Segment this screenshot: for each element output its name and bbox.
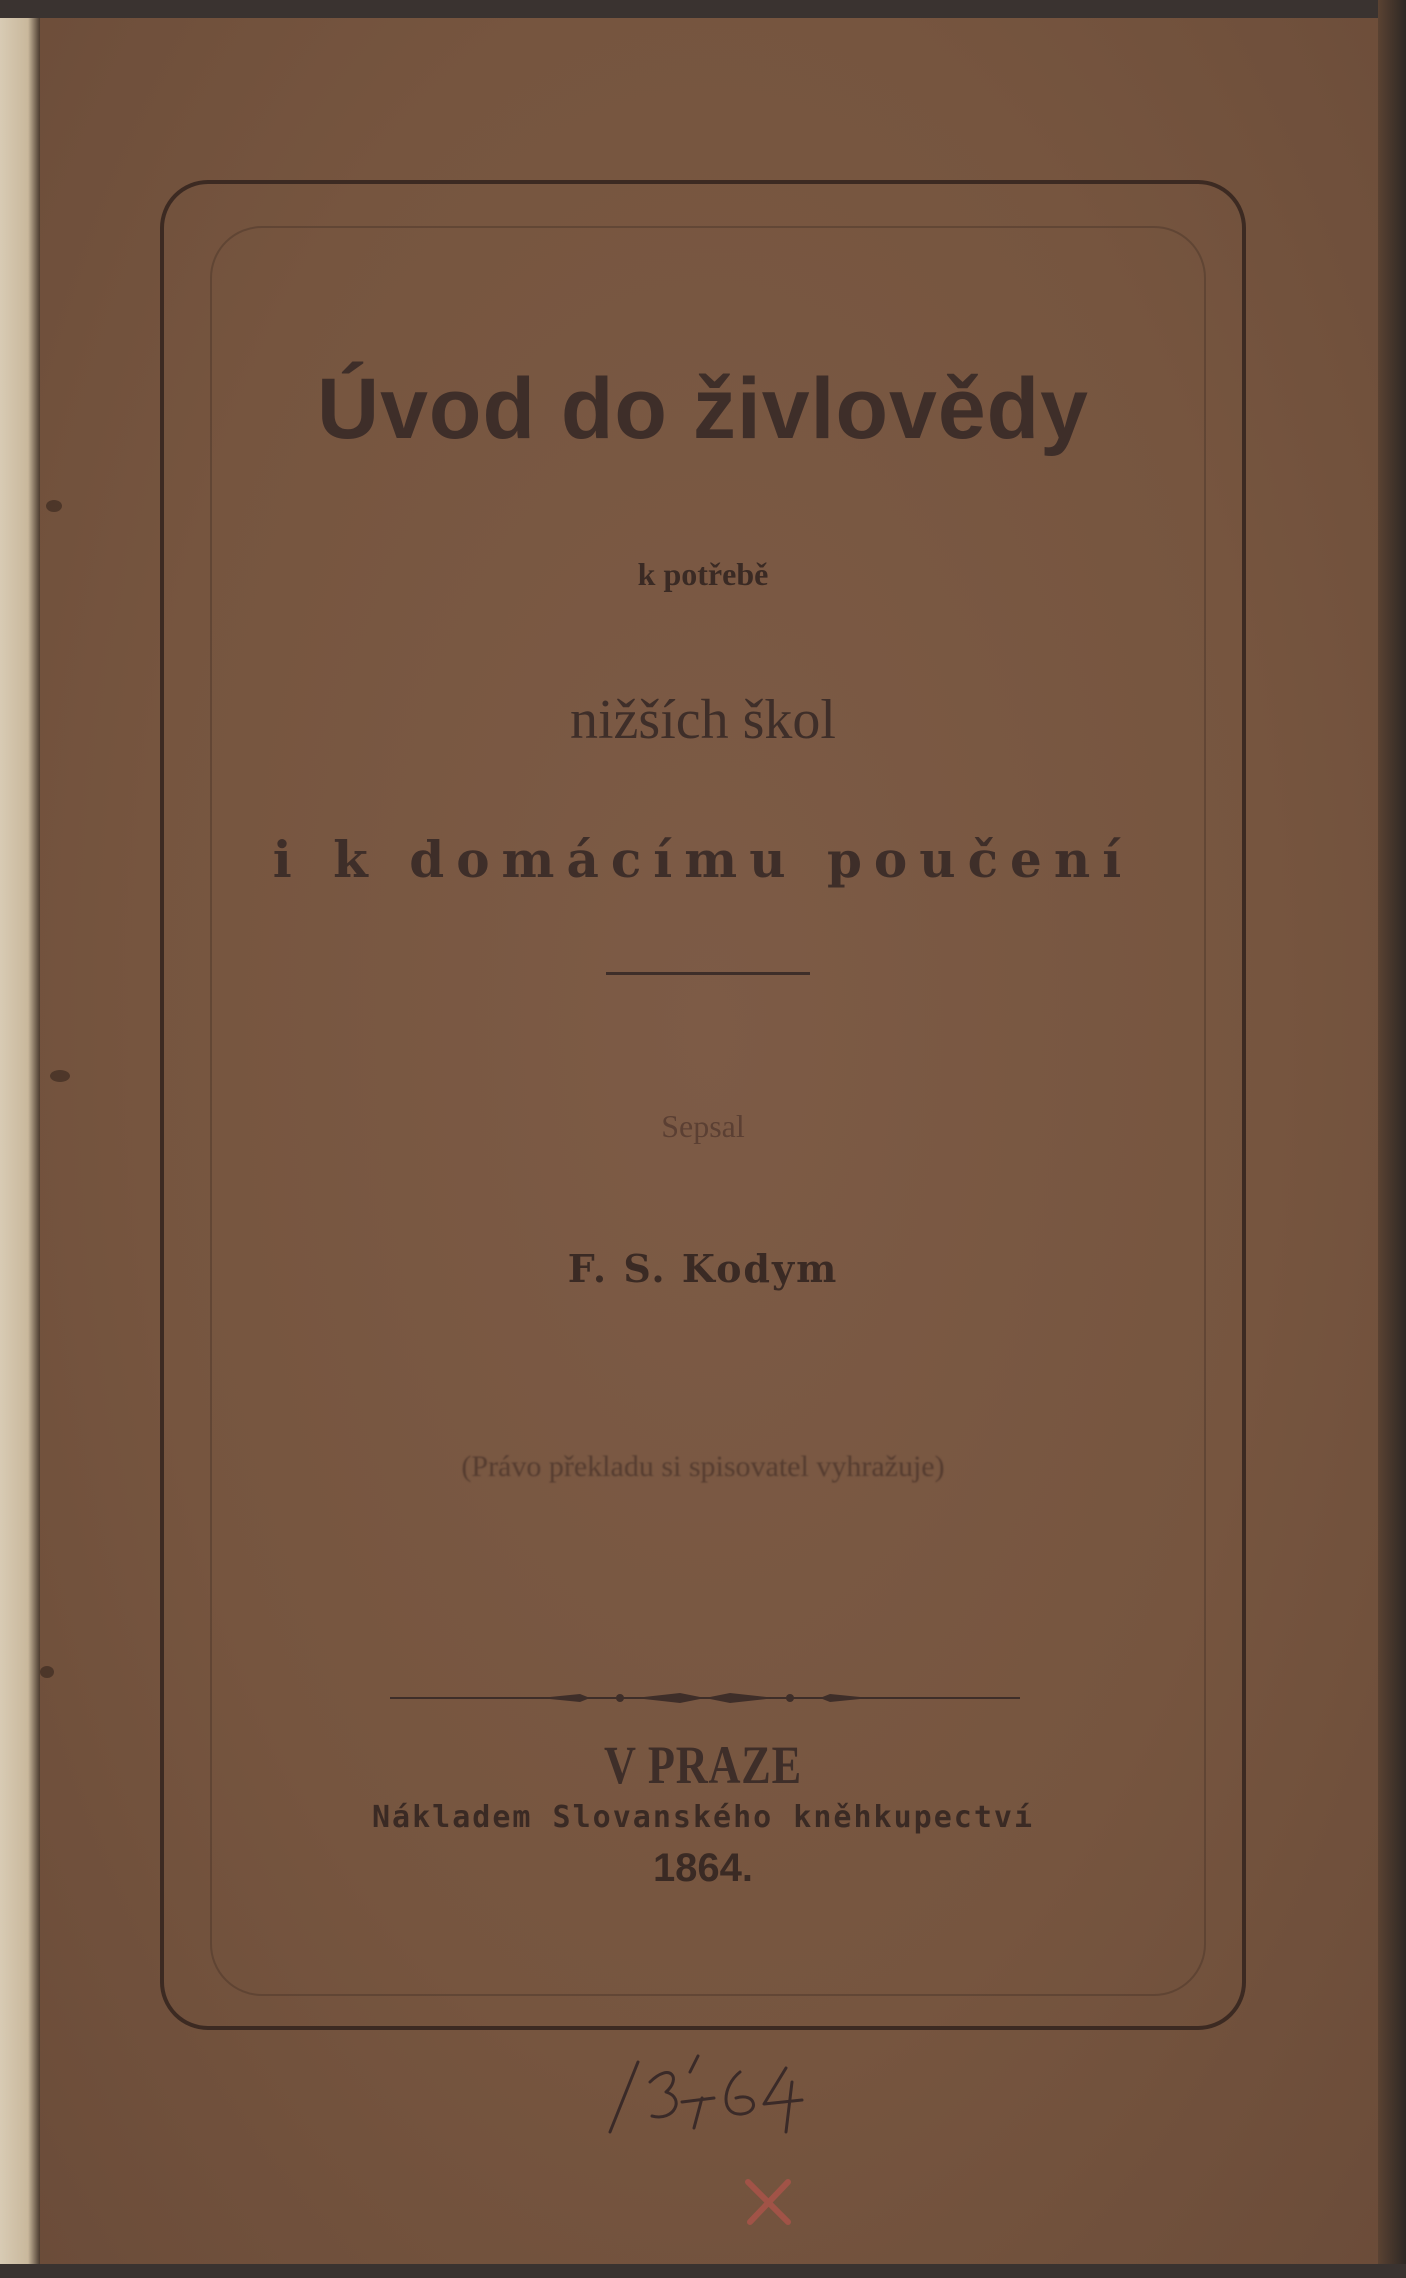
publication-year: 1864. [652,1846,754,1890]
ornament-divider [390,1688,1020,1708]
handwritten-shelfmark-signature [590,2042,850,2142]
subtitle-for-need: k potřebě [637,556,769,592]
red-x-mark [738,2172,798,2232]
wrote-by-label: Sepsal [661,1108,745,1144]
book-title: Úvod do živlovědy [316,361,1090,457]
wear-spot [50,1070,70,1082]
rights-note: (Právo překladu si spisovatel vyhražuje) [461,1450,945,1483]
divider-rule [606,972,810,975]
page-edge-bottom [0,2264,1406,2278]
wear-spot [46,500,62,512]
author-name: F. S. Kodym [567,1246,839,1291]
subtitle-home-learning: i k domácímu poučení [272,830,1134,889]
publication-city: V PRAZE [603,1735,803,1795]
page-edge-top [0,0,1406,18]
wear-spot [40,1666,54,1678]
publisher-line: Nákladem Slovanského kněhkupectví [371,1800,1035,1835]
subtitle-lower-schools: nižších škol [570,689,836,751]
